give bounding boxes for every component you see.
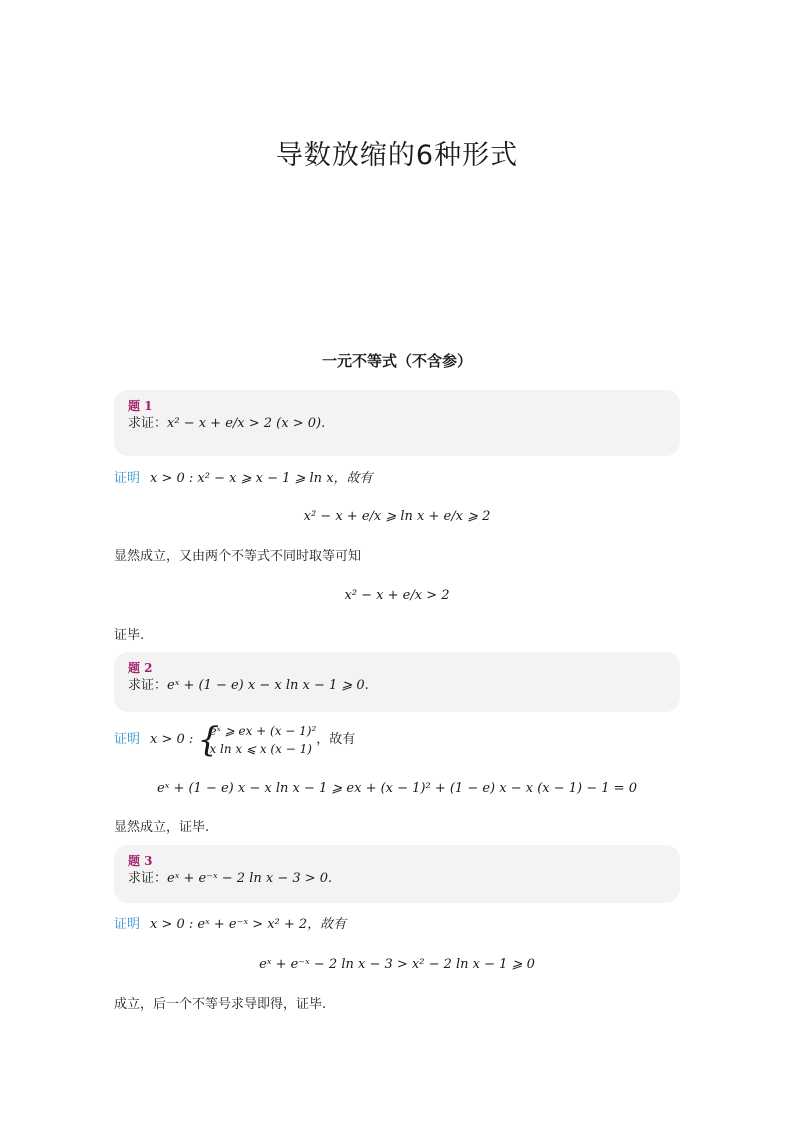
proof-label: 证明: [114, 917, 141, 932]
proof-line-3: [114, 915, 346, 935]
proof-math: x > 0 : eˣ + e⁻ˣ > x² + 2，故有: [150, 917, 347, 932]
case-row: eˣ ⩾ ex + (x − 1)²: [209, 723, 317, 738]
section-heading: 一元不等式（不含参）: [321, 352, 472, 370]
cases-system: [197, 719, 317, 760]
problem-statement: [128, 676, 666, 696]
proof-text: 显然成立，又由两个不等式不同时取等可知: [114, 549, 362, 564]
proof-end: 证毕.: [114, 628, 145, 643]
display-equation: eˣ + e⁻ˣ − 2 ln x − 3 > x² − 2 ln x − 1 ⩾ 0: [259, 957, 535, 972]
proof-suffix: ，故有: [316, 732, 356, 747]
problem-label: 题 3: [128, 854, 153, 868]
statement-math: x² − x + e/x > 2 (x > 0).: [167, 416, 326, 431]
proof-end: 显然成立，证毕.: [114, 820, 210, 835]
display-equation: x² − x + e/x > 2: [344, 588, 450, 603]
problem-statement: [128, 414, 666, 434]
page-title: 导数放缩的6种形式: [275, 140, 519, 171]
problem-box-2: [114, 652, 680, 712]
proof-math: x > 0 :: [150, 732, 194, 747]
problem-box-1: [114, 390, 680, 456]
problem-statement: [128, 869, 666, 889]
proof-line-1: [114, 469, 373, 489]
statement-prefix: 求证：: [128, 871, 168, 886]
case-row: x ln x ⩽ x (x − 1): [209, 741, 312, 756]
proof-label: 证明: [114, 732, 141, 747]
display-equation: x² − x + e/x ⩾ ln x + e/x ⩾ 2: [303, 509, 491, 524]
problem-label: 题 1: [128, 399, 153, 413]
statement-math: eˣ + e⁻ˣ − 2 ln x − 3 > 0.: [167, 871, 333, 886]
statement-prefix: 求证：: [128, 678, 168, 693]
proof-math: x > 0 : x² − x ⩾ x − 1 ⩾ ln x，故有: [150, 471, 373, 486]
left-brace-icon: {: [197, 719, 220, 760]
problem-label: 题 2: [128, 661, 153, 675]
statement-math: eˣ + (1 − e) x − x ln x − 1 ⩾ 0.: [167, 678, 369, 693]
statement-prefix: 求证：: [128, 416, 168, 431]
display-equation: eˣ + (1 − e) x − x ln x − 1 ⩾ ex + (x − 1)² + (1 − e) x − x (x − 1) − 1 = 0: [157, 781, 637, 796]
problem-box-3: [114, 845, 680, 903]
proof-end: 成立，后一个不等号求导即得，证毕.: [114, 997, 327, 1012]
proof-line-2: [114, 720, 355, 760]
proof-label: 证明: [114, 471, 141, 486]
